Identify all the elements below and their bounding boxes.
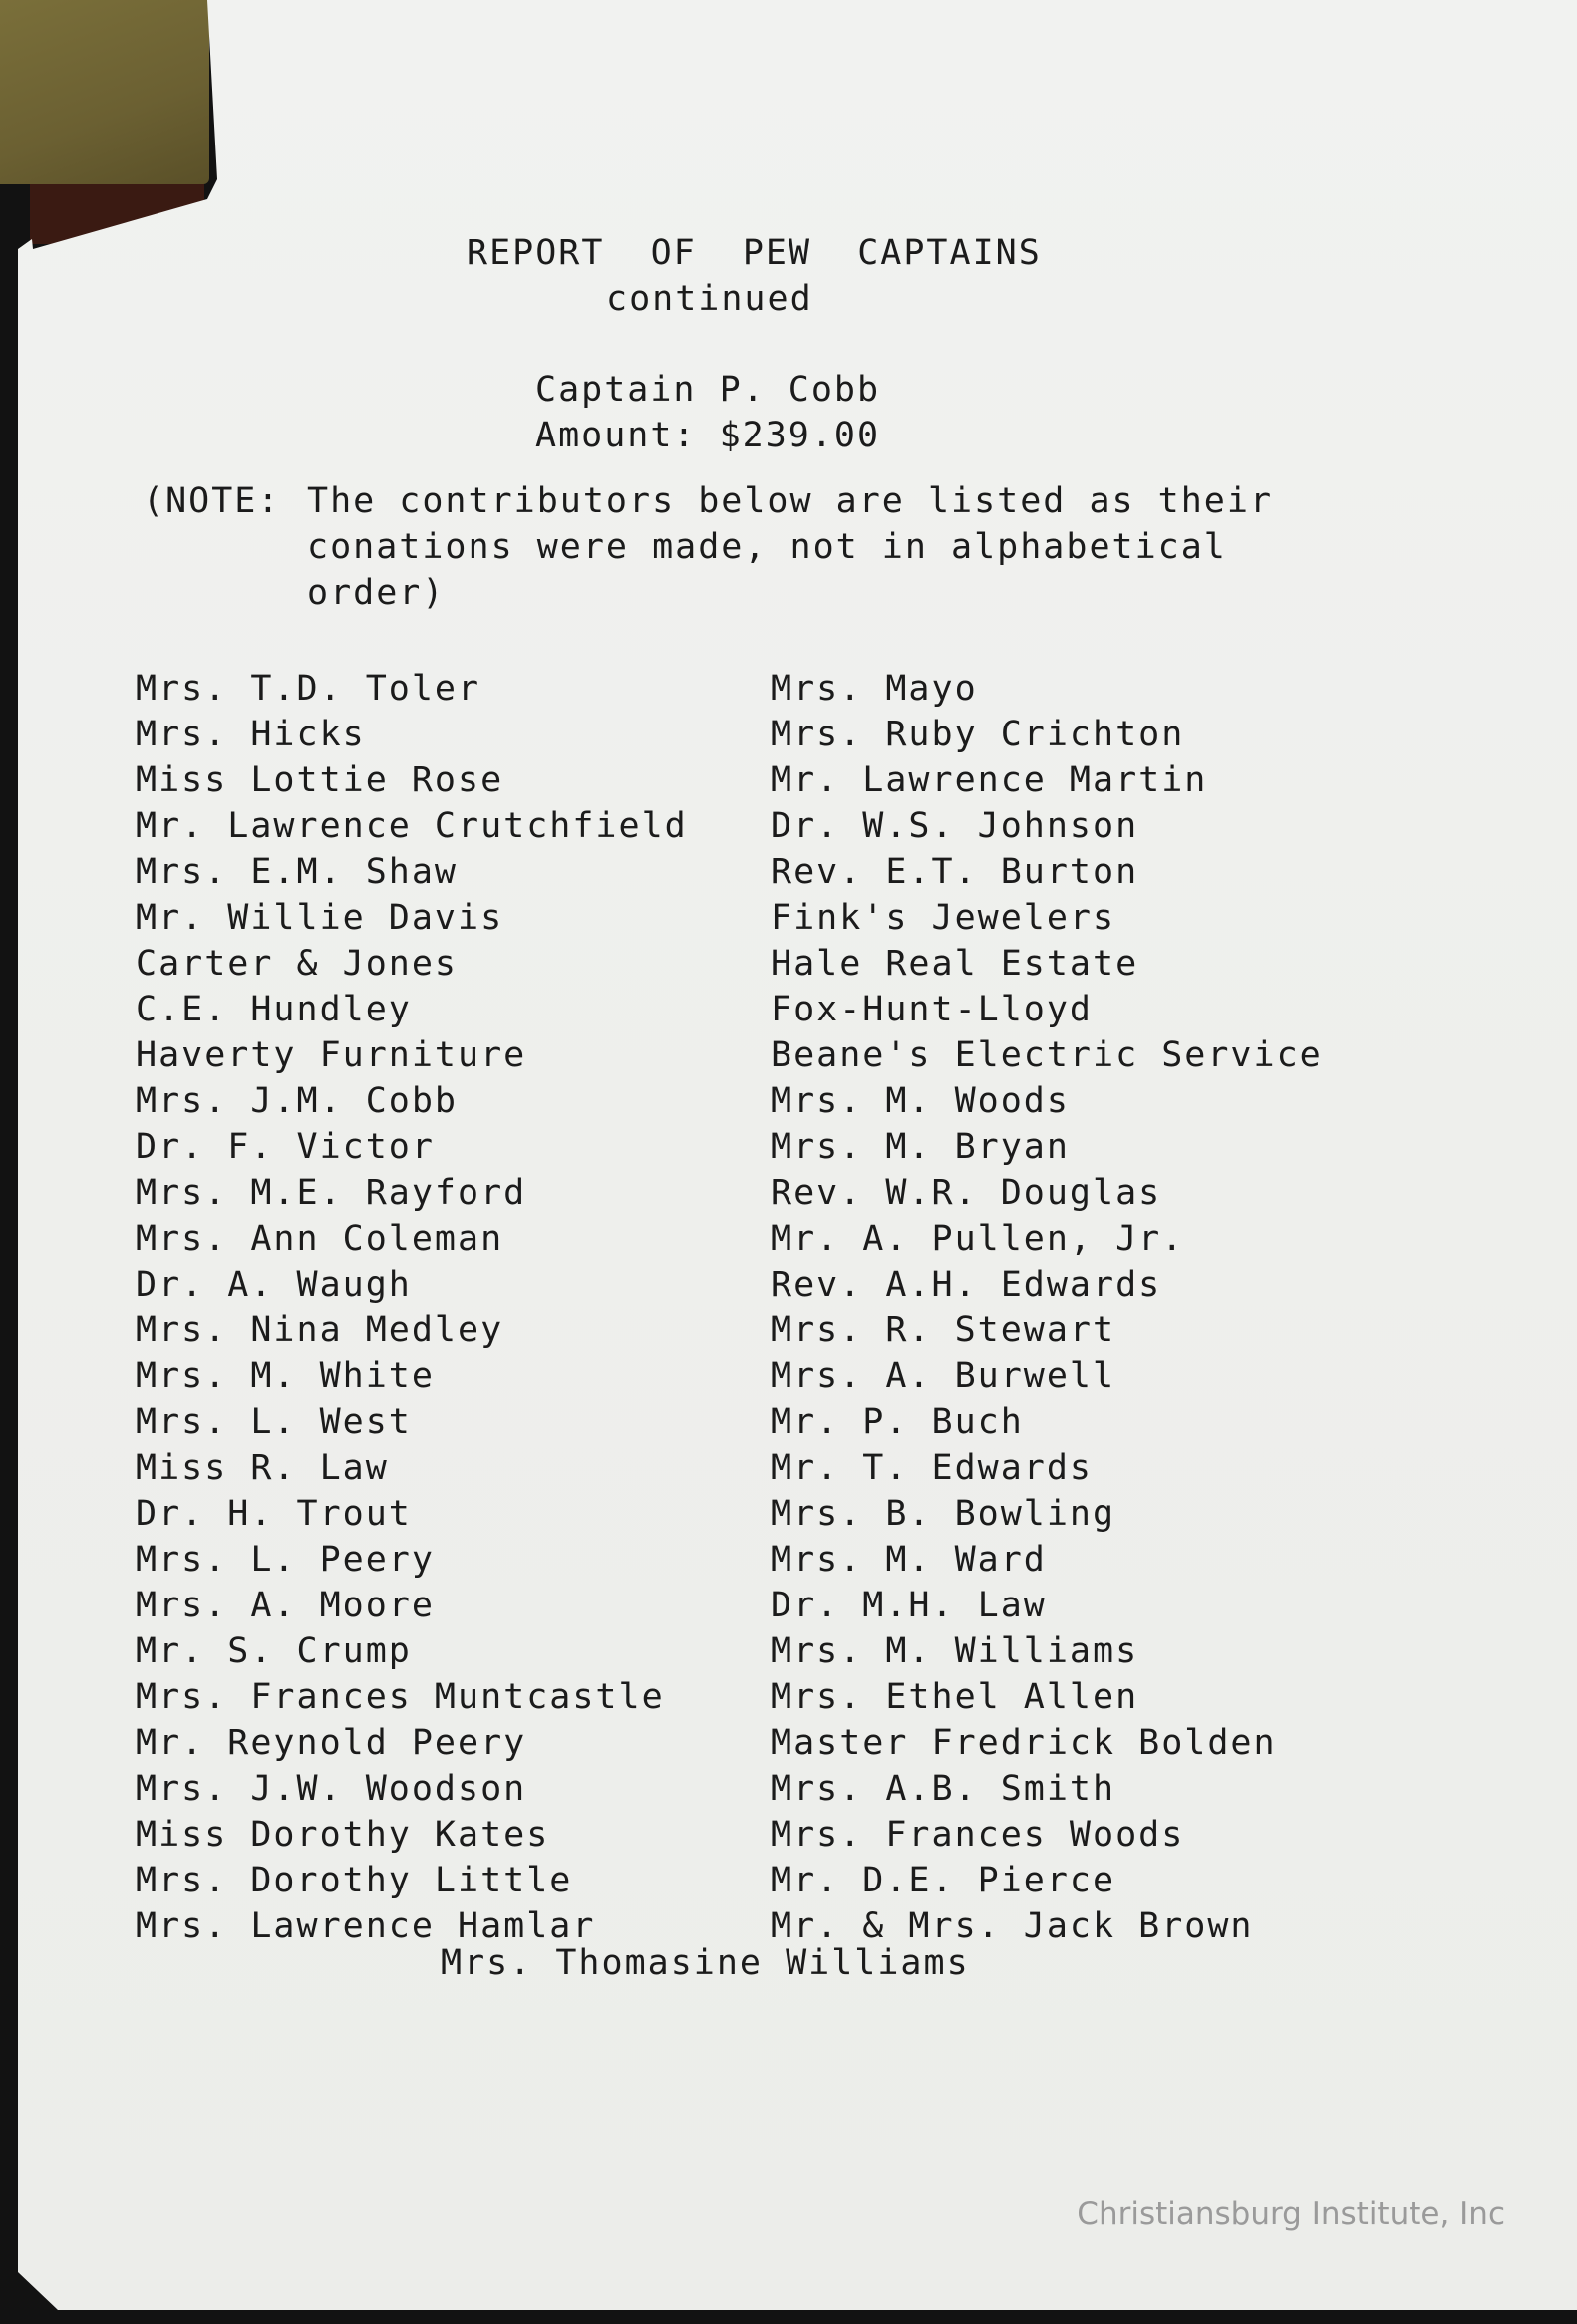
list-item: Mr. T. Edwards: [771, 1448, 1094, 1488]
left-contributor-list: [136, 666, 688, 1949]
list-item: Dr. M.H. Law: [771, 1586, 1047, 1625]
list-item: Miss Dorothy Kates: [136, 1815, 550, 1855]
list-item: Mrs. L. Peery: [136, 1540, 435, 1580]
list-item: Mrs. M. White: [136, 1356, 435, 1396]
list-item: Rev. E.T. Burton: [771, 852, 1139, 892]
list-item: Mr. A. Pullen, Jr.: [771, 1219, 1185, 1259]
list-item: Dr. W.S. Johnson: [771, 806, 1139, 846]
note-lead: (NOTE:: [143, 481, 281, 521]
list-item: Mr. Willie Davis: [136, 898, 504, 938]
report-title: REPORT OF PEW CAPTAINS: [467, 233, 1042, 273]
right-contributor-list: [771, 666, 1323, 1949]
list-item: Mrs. Ruby Crichton: [771, 715, 1185, 754]
captain-amount: Amount: $239.00: [535, 416, 881, 455]
list-item: Mrs. Frances Woods: [771, 1815, 1185, 1855]
list-item: Mr. & Mrs. Jack Brown: [771, 1906, 1254, 1946]
list-item: Mrs. L. West: [136, 1402, 412, 1442]
list-item: Master Fredrick Bolden: [771, 1723, 1277, 1763]
list-item: Mrs. M. Bryan: [771, 1127, 1070, 1167]
list-item: Mrs. R. Stewart: [771, 1310, 1116, 1350]
list-item: C.E. Hundley: [136, 990, 412, 1029]
list-item: Fink's Jewelers: [771, 898, 1116, 938]
list-item: Mrs. A. Burwell: [771, 1356, 1116, 1396]
note-text: The contributors below are listed as their conations were made, not in alphabetical order): [307, 481, 1274, 613]
list-item: Mr. S. Crump: [136, 1631, 412, 1671]
list-item: Haverty Furniture: [136, 1035, 527, 1075]
captain-name: Captain P. Cobb: [535, 370, 881, 410]
list-item: Dr. A. Waugh: [136, 1265, 412, 1305]
list-item: Mrs. Lawrence Hamlar: [136, 1906, 596, 1946]
list-item: Mrs. Ethel Allen: [771, 1677, 1139, 1717]
list-item: Mrs. Mayo: [771, 669, 978, 709]
contributor-note: [143, 478, 1339, 616]
list-item: Beane's Electric Service: [771, 1035, 1323, 1075]
list-item: Rev. W.R. Douglas: [771, 1173, 1162, 1213]
list-item: Mrs. Dorothy Little: [136, 1861, 573, 1900]
list-item: Mrs. T.D. Toler: [136, 669, 481, 709]
list-item: Mr. Reynold Peery: [136, 1723, 527, 1763]
list-item: Mrs. M. Woods: [771, 1081, 1070, 1121]
report-subtitle: continued: [606, 279, 813, 319]
list-item: Miss R. Law: [136, 1448, 389, 1488]
list-item: Hale Real Estate: [771, 944, 1139, 984]
list-item: Mrs. J.M. Cobb: [136, 1081, 459, 1121]
list-item: Miss Lottie Rose: [136, 760, 504, 800]
list-item: Mr. D.E. Pierce: [771, 1861, 1116, 1900]
list-item: Mrs. Nina Medley: [136, 1310, 504, 1350]
list-item: Mrs. Ann Coleman: [136, 1219, 504, 1259]
list-item: Rev. A.H. Edwards: [771, 1265, 1162, 1305]
final-contributor: Mrs. Thomasine Williams: [441, 1943, 970, 1983]
watermark: Christiansburg Institute, Inc: [1077, 2196, 1505, 2232]
list-item: Fox-Hunt-Lloyd: [771, 990, 1094, 1029]
list-item: Mrs. J.W. Woodson: [136, 1769, 527, 1809]
list-item: Mrs. Hicks: [136, 715, 366, 754]
list-item: Mr. Lawrence Crutchfield: [136, 806, 688, 846]
list-item: Mrs. A. Moore: [136, 1586, 435, 1625]
list-item: Mrs. A.B. Smith: [771, 1769, 1116, 1809]
list-item: Mr. Lawrence Martin: [771, 760, 1208, 800]
list-item: Dr. F. Victor: [136, 1127, 435, 1167]
list-item: Dr. H. Trout: [136, 1494, 412, 1534]
list-item: Mrs. M. Williams: [771, 1631, 1139, 1671]
list-item: Mrs. E.M. Shaw: [136, 852, 459, 892]
list-item: Mrs. M.E. Rayford: [136, 1173, 527, 1213]
list-item: Mrs. M. Ward: [771, 1540, 1047, 1580]
list-item: Mrs. Frances Muntcastle: [136, 1677, 665, 1717]
list-item: Mrs. B. Bowling: [771, 1494, 1116, 1534]
list-item: Carter & Jones: [136, 944, 459, 984]
list-item: Mr. P. Buch: [771, 1402, 1024, 1442]
